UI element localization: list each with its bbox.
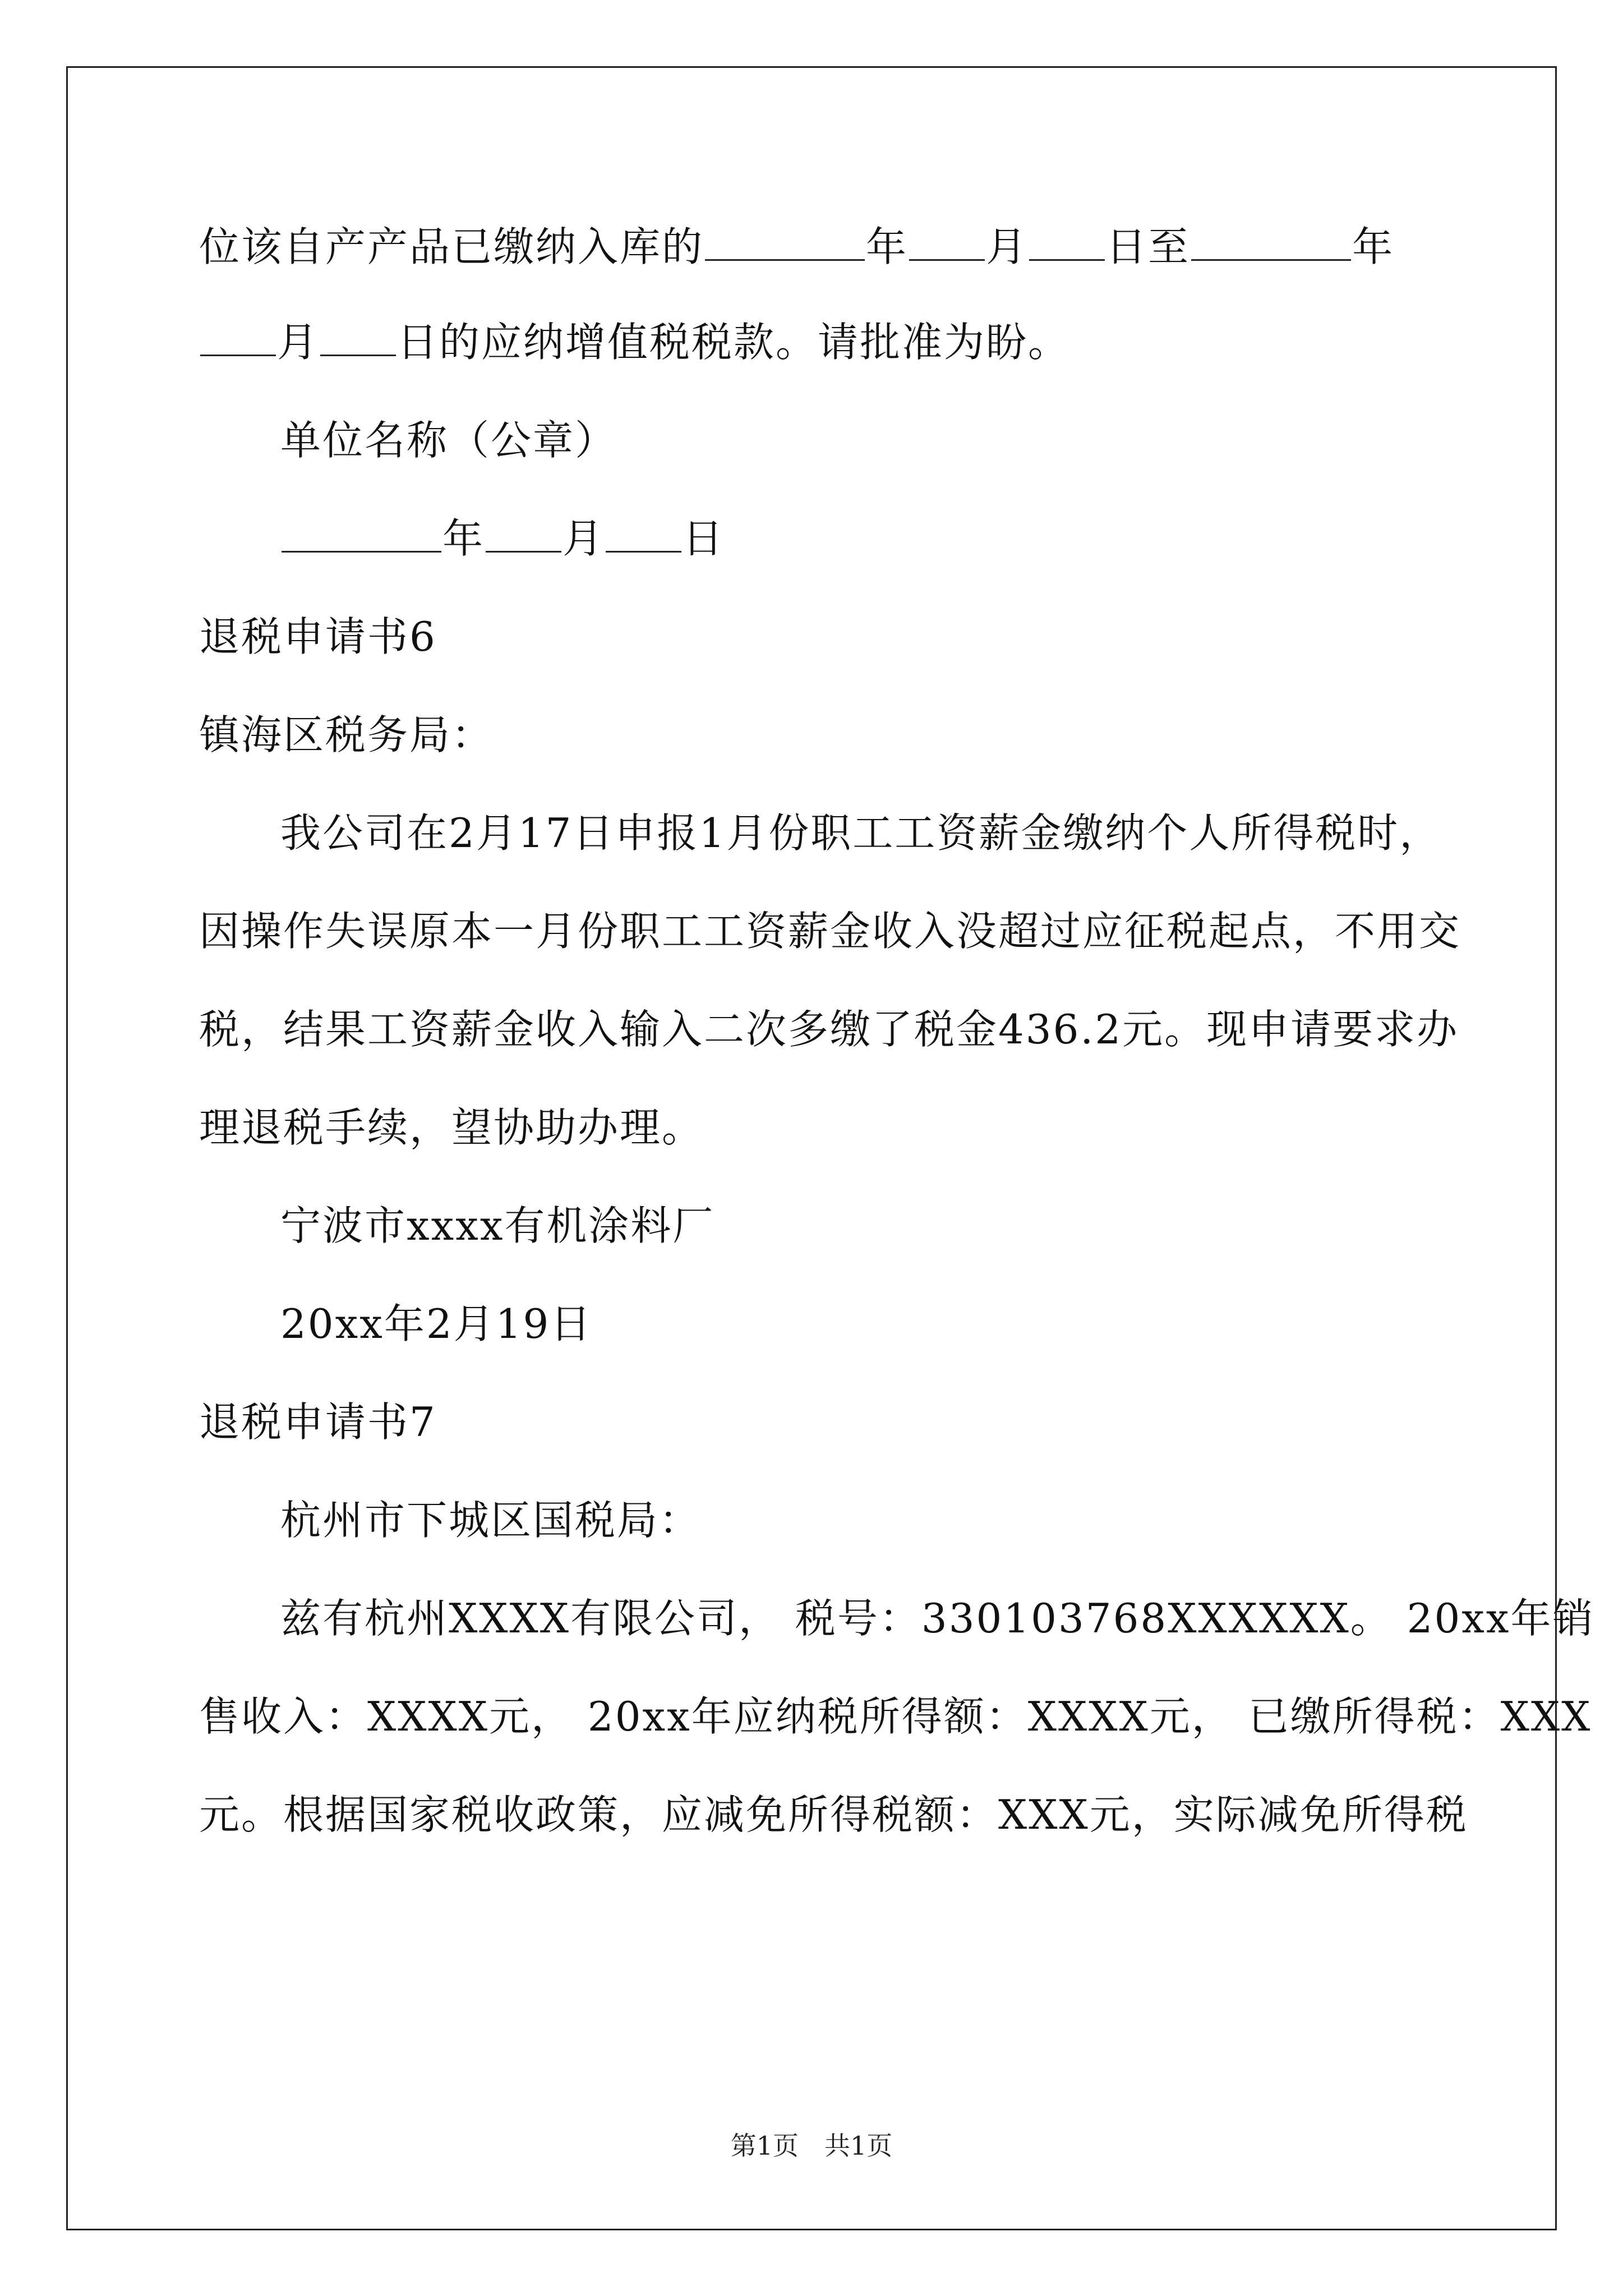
text-line: 售收入：XXXX元， 20xx年应纳税所得额：XXXX元， 已缴所得税：XXX [199,1693,1592,1740]
section-heading: 退税申请书6 [199,613,437,660]
text-line: 月 日的应纳增值税税款。请批准为盼。 [199,317,1070,367]
page-footer: 第1页 共1页 [730,2131,893,2161]
text-line: 税，结果工资薪金收入输入二次多缴了税金436.2元。现申请要求办 [199,1006,1459,1053]
blank-field [486,517,561,553]
signature-date: 20xx年2月19日 [280,1300,593,1347]
text-line: 位该自产产品已缴纳入库的 年 月 日至 年 [199,223,1395,270]
blank-field [1029,226,1105,261]
blank-field [909,226,985,261]
signature-unit-name: 单位名称（公章） [280,417,617,464]
text-line: 兹有杭州XXXX有限公司， 税号：330103768XXXXXX。 20xx年销 [280,1595,1595,1642]
section-heading: 退税申请书7 [199,1398,437,1446]
text-line: 我公司在2月17日申报1月份职工工资薪金缴纳个人所得税时， [280,809,1442,857]
text-line: 元。根据国家税收政策，应减免所得税额：XXX元，实际减免所得税 [199,1791,1468,1838]
blank-field [320,321,396,356]
addressee: 镇海区税务局： [199,711,494,758]
blank-field [705,226,865,261]
signature-company: 宁波市xxxx有机涂料厂 [280,1202,715,1249]
blank-field [282,517,441,553]
date-line: 年 月 日 [280,513,725,564]
blank-field [606,517,681,553]
addressee: 杭州市下城区国税局： [280,1497,702,1544]
text-line: 理退税手续，望协助办理。 [199,1104,704,1151]
text-line: 因操作失误原本一月份职工工资薪金收入没超过应征税起点，不用交 [199,908,1461,955]
blank-field [200,321,276,356]
blank-field [1191,226,1351,261]
